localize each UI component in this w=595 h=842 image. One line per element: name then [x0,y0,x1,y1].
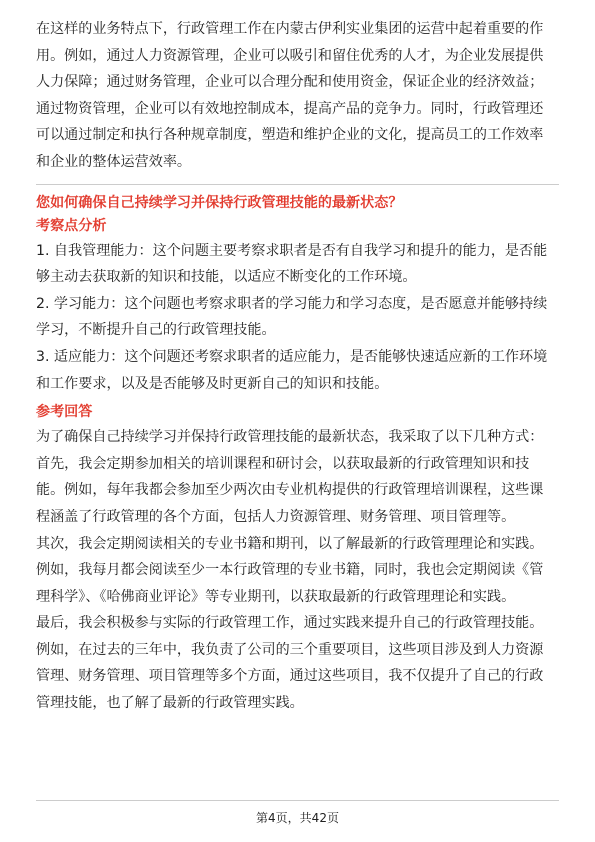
analysis-line: 2. 学习能力：这个问题也考察求职者的学习能力和学习态度，是否愿意并能够持续 [36,295,548,312]
analysis-paragraph [36,238,559,398]
analysis-line: 学习，不断提升自己的行政管理技能。 [36,322,276,339]
answer-line: 最后，我会积极参与实际的行政管理工作，通过实践来提升自己的行政管理技能。 [36,615,544,632]
answer-line: 理科学》、《哈佛商业评论》等专业期刊，以获取最新的行政管理理论和实践。 [36,588,516,605]
answer-line: 管理技能，也了解了最新的行政管理实践。 [36,695,304,712]
analysis-title: 考察点分析 [36,217,107,234]
intro-line: 人力保障；通过财务管理，企业可以合理分配和使用资金，保证企业的经济效益； [36,74,544,91]
question-heading: 您如何确保自己持续学习并保持行政管理技能的最新状态？ [36,194,403,211]
analysis-line: 和工作要求，以及是否能够及时更新自己的知识和技能。 [36,375,389,392]
intro-line: 在这样的业务特点下，行政管理工作在内蒙古伊利实业集团的运营中起着重要的作 [36,21,544,37]
answer-line: 程涵盖了行政管理的各个方面，包括人力资源管理、财务管理、项目管理等。 [36,508,516,525]
intro-paragraph [36,16,559,176]
answer-line: 首先，我会定期参加相关的培训课程和研讨会，以获取最新的行政管理知识和技 [36,455,530,472]
page-content [36,16,559,717]
section-divider [36,184,559,185]
answer-paragraph [36,424,559,717]
analysis-line: 够主动去获取新的知识和技能，以适应不断变化的工作环境。 [36,269,417,286]
analysis-line: 3. 适应能力：这个问题还考察求职者的适应能力，是否能够快速适应新的工作环境 [36,348,548,365]
intro-line: 通过物资管理，企业可以有效地控制成本，提高产品的竞争力。同时，行政管理还 [36,100,544,117]
answer-line: 例如，在过去的三年中，我负责了公司的三个重要项目，这些项目涉及到人力资源 [36,641,544,658]
intro-line: 和企业的整体运营效率。 [36,153,192,170]
page-number: 第4页，共42页 [256,811,339,825]
answer-line: 其次，我会定期阅读相关的专业书籍和期刊，以了解最新的行政管理理论和实践。 [36,535,544,552]
intro-line: 可以通过制定和执行各种规章制度，塑造和维护企业的文化，提高员工的工作效率 [36,127,544,144]
analysis-line: 1. 自我管理能力：这个问题主要考察求职者是否有自我学习和提升的能力，是否能 [36,242,548,259]
answer-line: 管理、财务管理、项目管理等多个方面，通过这些项目，我不仅提升了自己的行政 [36,668,544,685]
footer-divider [36,800,559,801]
intro-line: 用。例如，通过人力资源管理，企业可以吸引和留住优秀的人才，为企业发展提供 [36,47,544,64]
answer-line: 能。例如，每年我都会参加至少两次由专业机构提供的行政管理培训课程，这些课 [36,482,544,499]
answer-line: 为了确保自己持续学习并保持行政管理技能的最新状态，我采取了以下几种方式： [36,429,544,446]
answer-line: 例如，我每月都会阅读至少一本行政管理的专业书籍，同时，我也会定期阅读《管 [36,562,544,579]
answer-title: 参考回答 [36,404,93,421]
